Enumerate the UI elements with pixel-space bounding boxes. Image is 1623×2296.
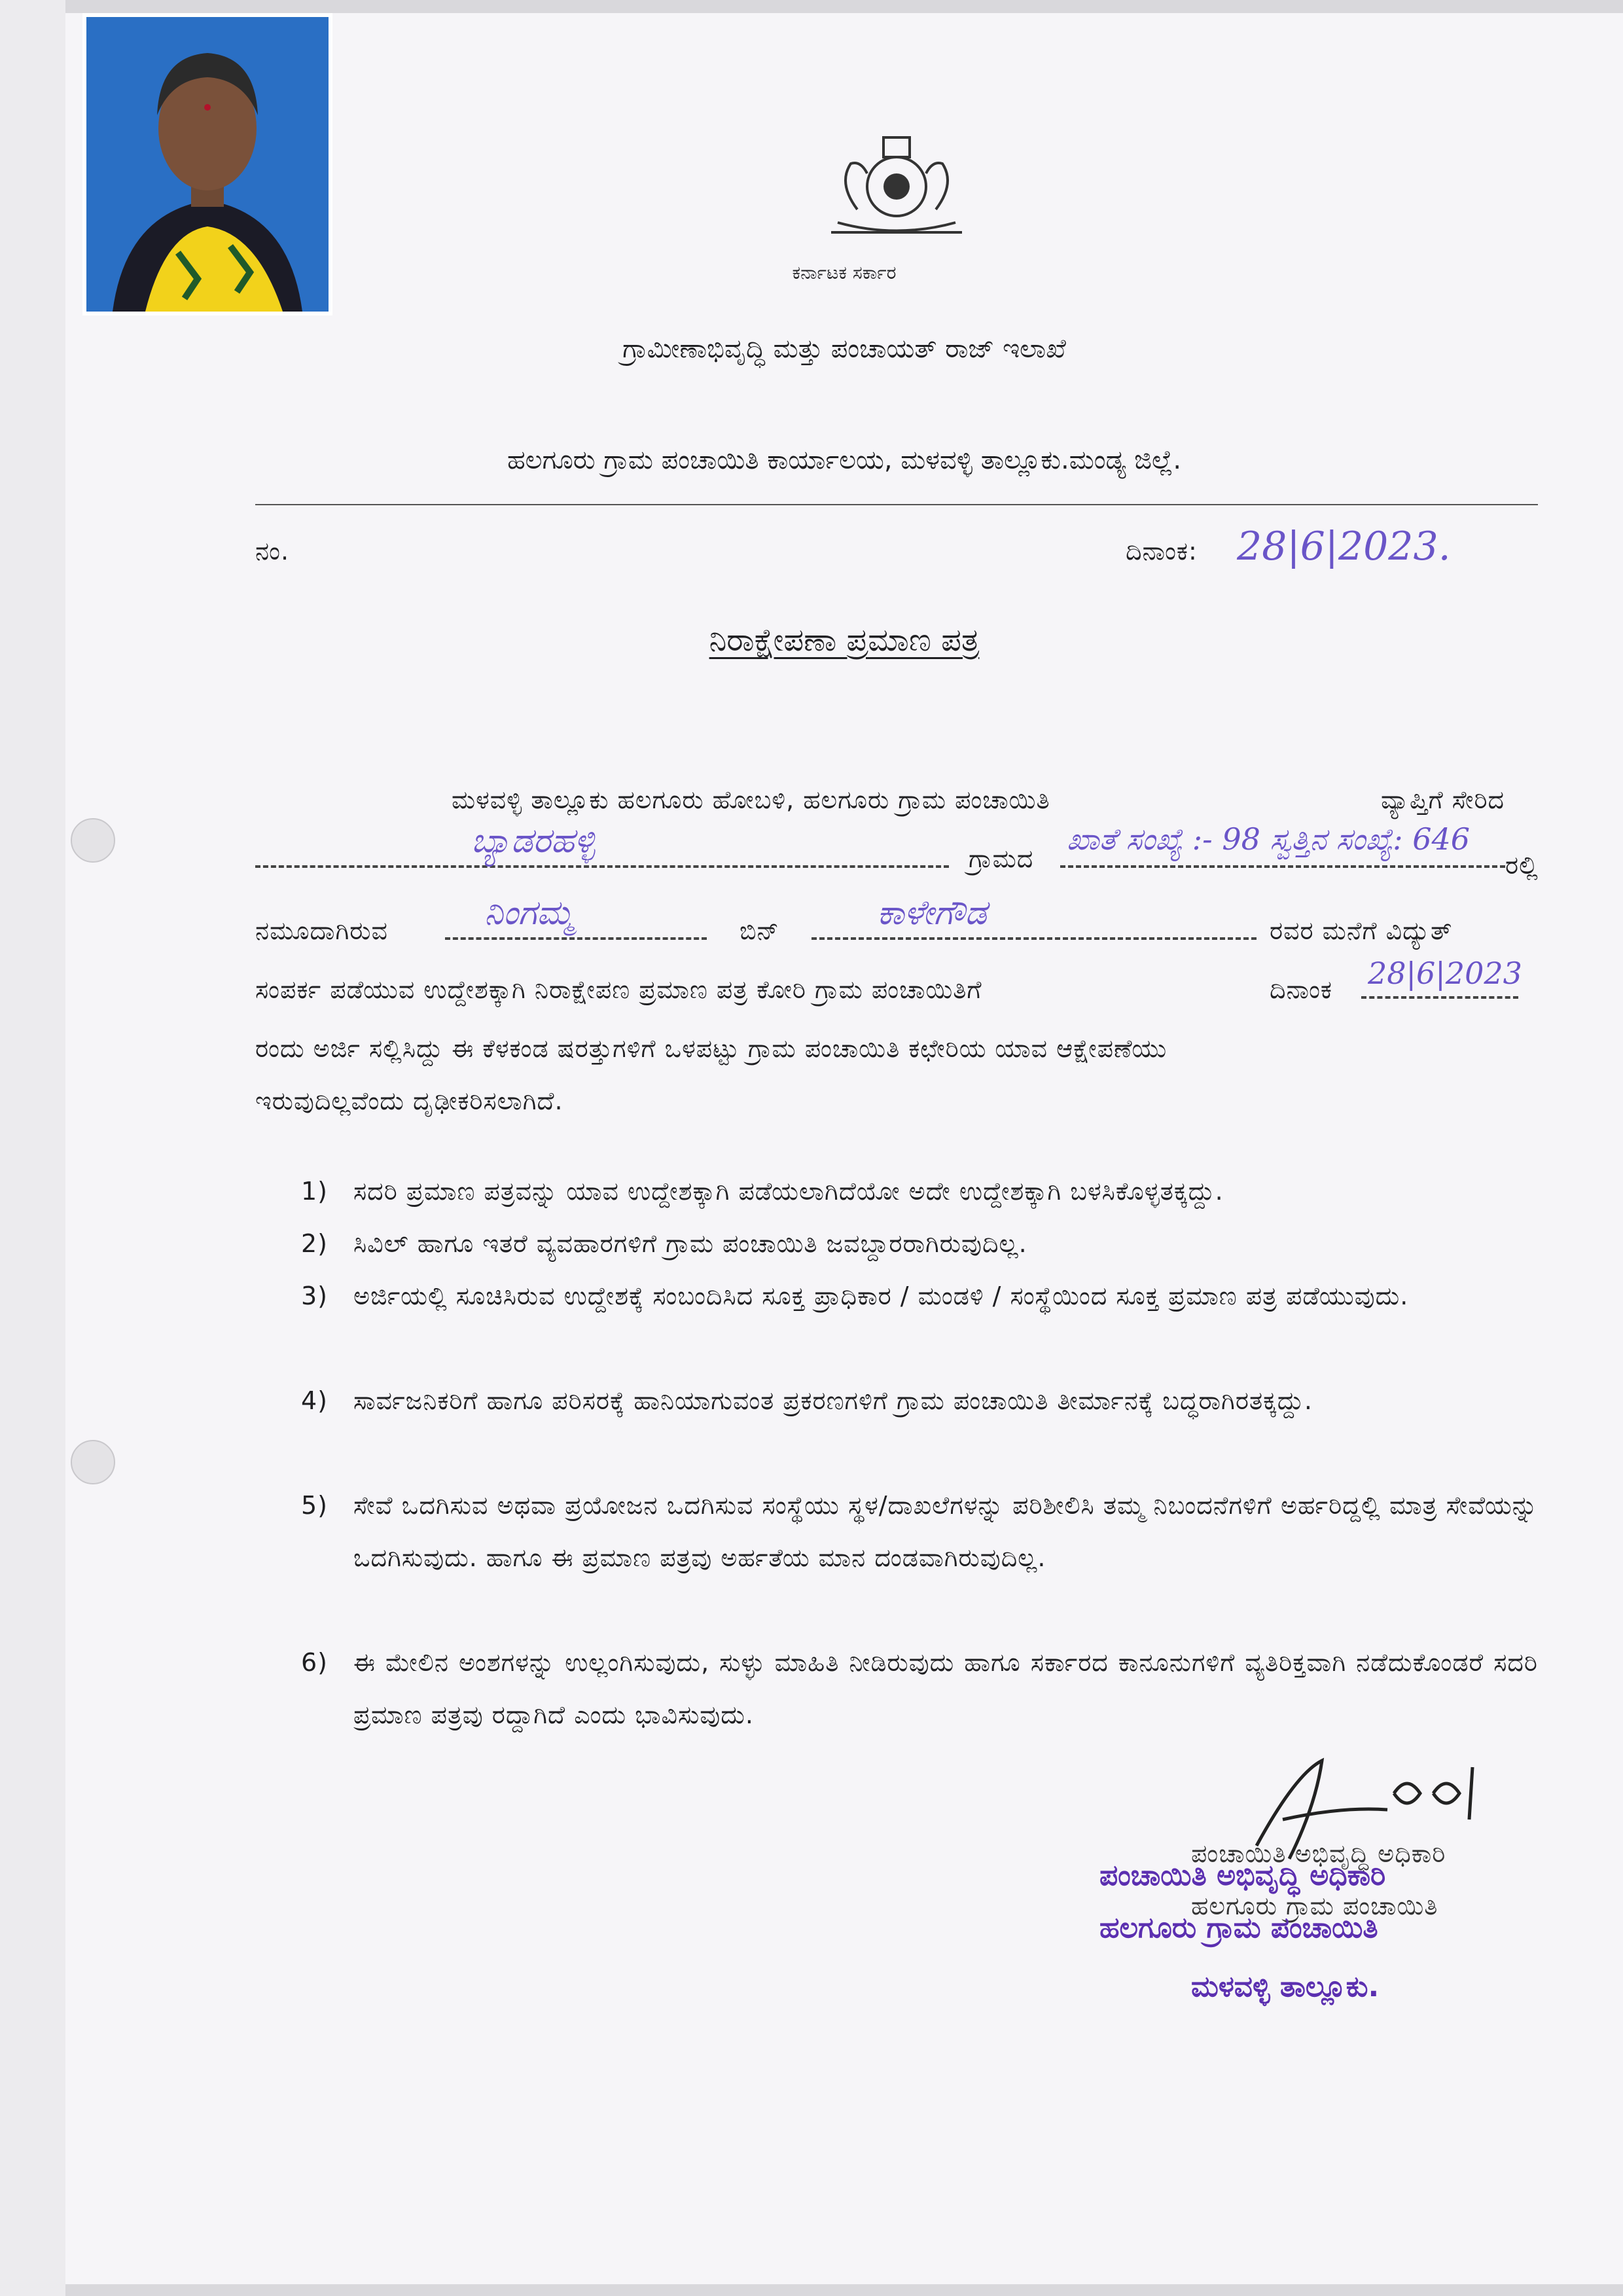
village-handwritten: ಬ್ಯಾಡರಹಳ್ಳಿ bbox=[471, 821, 596, 861]
khata-handwritten: ಖಾತೆ ಸಂಖ್ಯೆ :- 98 ಸ್ವತ್ತಿನ ಸಂಖ್ಯೆ: 646 bbox=[1067, 821, 1471, 857]
name-blank bbox=[445, 937, 707, 940]
certificate-page bbox=[65, 13, 1623, 2284]
condition-number: 3) bbox=[301, 1282, 329, 1310]
punch-hole bbox=[71, 818, 115, 863]
condition-text: ಸದರಿ ಪ್ರಮಾಣ ಪತ್ರವನ್ನು ಯಾವ ಉದ್ದೇಶಕ್ಕಾಗಿ ಪಡೆಯಲಾಗಿದೆಯೋ ಅದೇ ಉದ್ದೇಶಕ್ಕಾಗಿ ಬಳಸಿಕೊಳ್ಳತಕ್ಕದ್ದು. bbox=[353, 1177, 1224, 1206]
reference-number-label: ನಂ. bbox=[255, 537, 290, 565]
condition-number: 6) bbox=[301, 1648, 329, 1677]
department-name: ಗ್ರಾಮೀಣಾಭಿವೃದ್ಧಿ ಮತ್ತು ಪಂಚಾಯತ್ ರಾಜ್ ಇಲಾಖೆ bbox=[622, 334, 1066, 364]
condition-number: 4) bbox=[301, 1386, 329, 1415]
punch-hole bbox=[71, 1440, 115, 1484]
condition-number: 5) bbox=[301, 1491, 329, 1520]
village-label: ಗ್ರಾಮದ bbox=[969, 844, 1034, 873]
condition-text: ಅರ್ಜಿಯಲ್ಲಿ ಸೂಚಿಸಿರುವ ಉದ್ದೇಶಕ್ಕೆ ಸಂಬಂದಿಸಿದ ಸೂಕ್ತ ಪ್ರಾಧಿಕಾರ / ಮಂಡಳಿ / ಸಂಸ್ಥೆಯಿಂದ ಸೂಕ್ತ ಪ್ರಮಾಣ ಪತ್ರ ಪಡೆಯುವುದು. bbox=[353, 1282, 1409, 1310]
stamp-office: ಹಲಗೂರು ಗ್ರಾಮ ಪಂಚಾಯಿತಿ bbox=[1099, 1911, 1378, 1945]
resident-label: ನಮೂದಾಗಿರುವ bbox=[255, 916, 388, 945]
body-line-1: ಮಳವಳ್ಳಿ ತಾಲ್ಲೂಕು ಹಲಗೂರು ಹೋಬಳಿ, ಹಲಗೂರು ಗ್ರಾಮ ಪಂಚಾಯಿತಿ bbox=[452, 785, 1050, 814]
stamp-designation: ಪಂಚಾಯಿತಿ ಅಭಿವೃದ್ಧಿ ಅಧಿಕಾರಿ bbox=[1099, 1859, 1386, 1892]
village-blank bbox=[255, 865, 949, 868]
body-line-2-end: ರಲ್ಲಿ bbox=[1505, 851, 1539, 880]
condition-text: ಈ ಮೇಲಿನ ಅಂಶಗಳನ್ನು ಉಲ್ಲಂಗಿಸುವುದು, ಸುಳ್ಳು ಮಾಹಿತಿ ನೀಡಿರುವುದು ಹಾಗೂ ಸರ್ಕಾರದ ಕಾನೂನುಗಳಿಗೆ ವ್ಯತಿರಿಕ್ತವಾಗಿ ನಡೆದುಕೊಂಡರೆ ಸದರಿ ಪ್ರಮಾಣ ಪತ್ರವು ರದ್ದಾಗಿದೆ ಎಂದು ಭಾವಿಸುವುದು. bbox=[353, 1648, 1538, 1729]
condition-number: 1) bbox=[301, 1177, 329, 1206]
body-line-6: ಇರುವುದಿಲ್ಲವೆಂದು ದೃಢೀಕರಿಸಲಾಗಿದೆ. bbox=[255, 1086, 563, 1115]
body-line-5: ರಂದು ಅರ್ಜಿ ಸಲ್ಲಿಸಿದ್ದು ಈ ಕೆಳಕಂಡ ಷರತ್ತುಗಳಿಗೆ ಒಳಪಟ್ಟು ಗ್ರಾಮ ಪಂಚಾಯಿತಿ ಕಛೇರಿಯ ಯಾವ ಆಕ್ಷೇಪಣೆಯು bbox=[255, 1034, 1168, 1063]
body-line-4: ಸಂಪರ್ಕ ಪಡೆಯುವ ಉದ್ದೇಶಕ್ಕಾಗಿ ನಿರಾಕ್ಷೇಪಣ ಪ್ರಮಾಣ ಪತ್ರ ಕೋರಿ ಗ್ರಾಮ ಪಂಚಾಯಿತಿಗೆ bbox=[255, 975, 982, 1004]
government-name: ಕರ್ನಾಟಕ ಸರ್ಕಾರ bbox=[792, 262, 897, 283]
father-handwritten: ಕಾಳೇಗೌಡ bbox=[877, 893, 987, 933]
body-line-1-end: ವ್ಯಾಪ್ತಿಗೆ ಸೇರಿದ bbox=[1381, 785, 1505, 814]
certificate-title: ನಿರಾಕ್ಷೇಪಣಾ ಪ್ರಮಾಣ ಪತ್ರ bbox=[709, 622, 980, 658]
header-divider bbox=[255, 504, 1538, 505]
stamp-taluk: ಮಳವಳ್ಳಿ ತಾಲ್ಲೂಕು. bbox=[1191, 1970, 1380, 2003]
office-name: ಹಲಗೂರು ಗ್ರಾಮ ಪಂಚಾಯಿತಿ ಕಾರ್ಯಾಲಯ, ಮಳವಳ್ಳಿ ತಾಲ್ಲೂಕು.ಮಂಡ್ಯ ಜಿಲ್ಲೆ. bbox=[507, 445, 1182, 475]
application-date-blank bbox=[1361, 996, 1518, 999]
state-emblem bbox=[812, 124, 982, 255]
date-label: ದಿನಾಂಕ: bbox=[1126, 537, 1198, 565]
condition-text: ಸಿವಿಲ್ ಹಾಗೂ ಇತರೆ ವ್ಯವಹಾರಗಳಿಗೆ ಗ್ರಾಮ ಪಂಚಾಯಿತಿ ಜವಬ್ದಾರರಾಗಿರುವುದಿಲ್ಲ. bbox=[353, 1229, 1027, 1258]
page-margin bbox=[0, 0, 65, 2296]
body-line-4-date-label: ದಿನಾಂಕ bbox=[1270, 975, 1333, 1004]
application-date-handwritten: 28|6|2023 bbox=[1368, 956, 1522, 991]
condition-number: 2) bbox=[301, 1229, 329, 1258]
khata-blank bbox=[1060, 865, 1505, 868]
date-value: 28|6|2023. bbox=[1237, 524, 1451, 569]
name-handwritten: ನಿಂಗಮ್ಮ bbox=[484, 893, 574, 933]
condition-text: ಸೇವೆ ಒದಗಿಸುವ ಅಥವಾ ಪ್ರಯೋಜನ ಒದಗಿಸುವ ಸಂಸ್ಥೆಯು ಸ್ಥಳ/ದಾಖಲೆಗಳನ್ನು ಪರಿಶೀಲಿಸಿ ತಮ್ಮ ನಿಬಂದನೆಗಳಿಗೆ ಅರ್ಹರಿದ್ದಲ್ಲಿ ಮಾತ್ರ ಸೇವೆಯನ್ನು ಒದಗಿಸುವುದು. ಹಾಗೂ ಈ ಪ್ರಮಾಣ ಪತ್ರವು ಅರ್ಹತೆಯ ಮಾನ ದಂಡವಾಗಿರುವುದಿಲ್ಲ. bbox=[353, 1491, 1538, 1572]
signatory-office: ಹಲಗೂರು ಗ್ರಾಮ ಪಂಚಾಯಿತಿ bbox=[1191, 1892, 1438, 1920]
bin-label: ಬಿನ್ bbox=[740, 916, 779, 945]
signatory-title: ಪಂಚಾಯಿತಿ ಅಭಿವೃದ್ಧಿ ಅಧಿಕಾರಿ bbox=[1191, 1839, 1446, 1868]
condition-text: ಸಾರ್ವಜನಿಕರಿಗೆ ಹಾಗೂ ಪರಿಸರಕ್ಕೆ ಹಾನಿಯಾಗುವಂತ ಪ್ರಕರಣಗಳಿಗೆ ಗ್ರಾಮ ಪಂಚಾಯಿತಿ ತೀರ್ಮಾನಕ್ಕೆ ಬದ್ಧರಾಗಿರತಕ್ಕದ್ದು. bbox=[353, 1386, 1313, 1415]
body-line-3-end: ರವರ ಮನೆಗೆ ವಿದ್ಯುತ್ bbox=[1270, 916, 1453, 945]
father-blank bbox=[812, 937, 1257, 940]
